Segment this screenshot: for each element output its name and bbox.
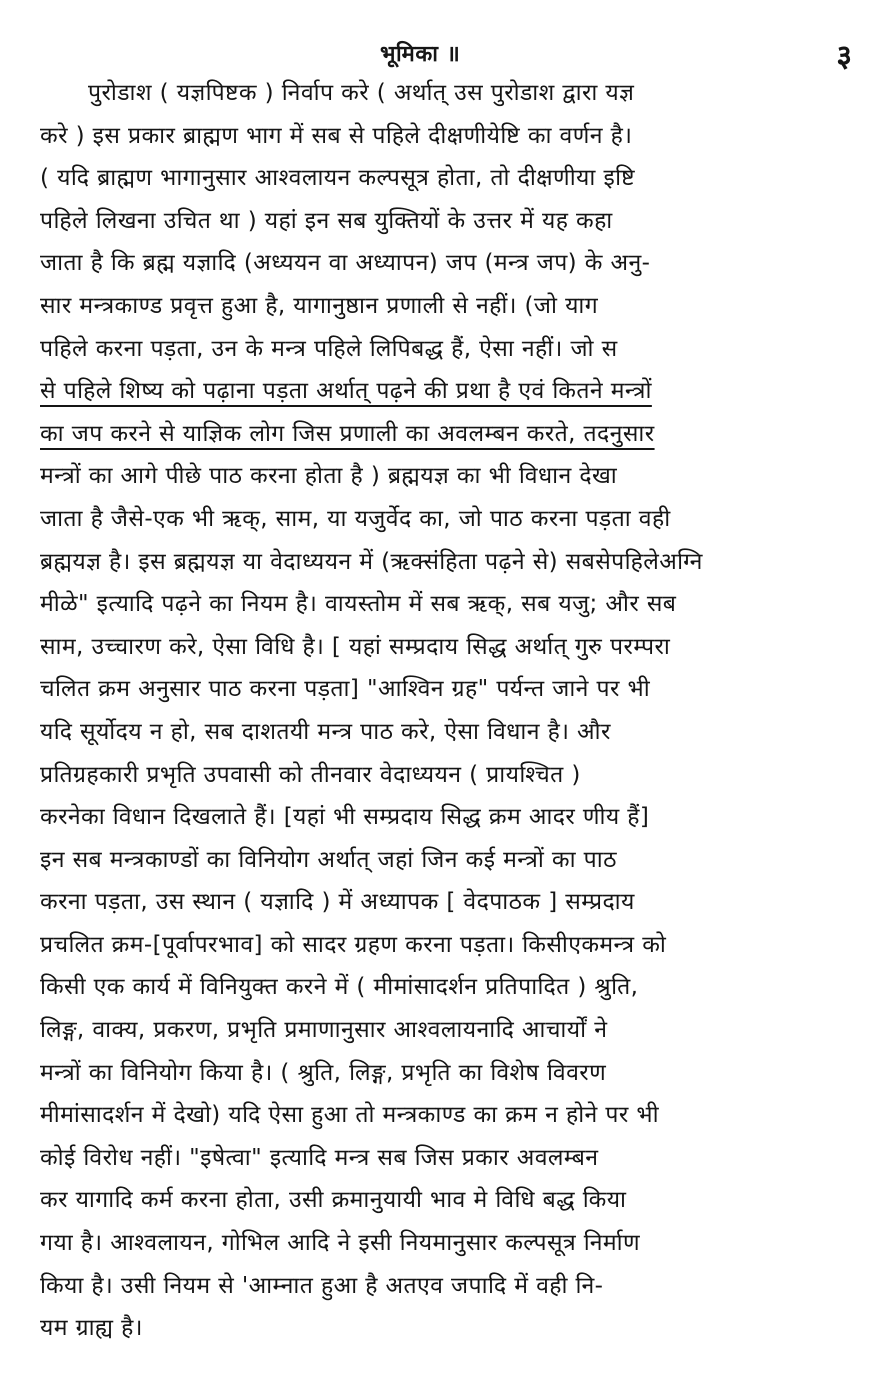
text-line: लिङ्ग, वाक्य, प्रकरण, प्रभृति प्रमाणानुसार आश्वलायनादि आचार्यों ने <box>40 1017 608 1044</box>
text-line: किया है। उसी नियम से 'आम्नात हुआ है अतएव जपादि में वही नि- <box>40 1272 604 1299</box>
text-line: कर यागादि कर्म करना होता, उसी क्रमानुयायी भाव मे विधि बद्ध किया <box>40 1187 627 1214</box>
text-line: करनेका विधान दिखलाते हैं। [यहां भी सम्प्रदाय सिद्ध क्रम आदर णीय हैं] <box>40 804 650 831</box>
running-title: भूमिका ॥ <box>380 42 461 67</box>
text-line: चलित क्रम अनुसार पाठ करना पड़ता] "आश्विन ग्रह" पर्यन्त जाने पर भी <box>40 676 651 703</box>
text-line: पुरोडाश ( यज्ञपिष्टक ) निर्वाप करे ( अर्थात् उस पुरोडाश द्वारा यज्ञ <box>88 80 635 106</box>
text-line: कोई विरोध नहीं। "इषेत्वा" इत्यादि मन्त्र सब जिस प्रकार अवलम्बन <box>40 1144 599 1171</box>
underlined-text-line: का जप करने से याज्ञिक लोग जिस प्रणाली का अवलम्बन करते, तदनुसार <box>40 420 655 447</box>
text-line: गया है। आश्वलायन, गोभिल आदि ने इसी नियमानुसार कल्पसूत्र निर्माण <box>40 1230 641 1257</box>
text-line: साम, उच्चारण करे, ऐसा विधि है। [ यहां सम्प्रदाय सिद्ध अर्थात् गुरु परम्परा <box>40 633 671 660</box>
text-line: प्रतिग्रहकारी प्रभृति उपवासी को तीनवार वेदाध्ययन ( प्रायश्चित ) <box>40 761 581 788</box>
underlined-text-line: से पहिले शिष्य को पढ़ाना पड़ता अर्थात् पढ़ने की प्रथा है एवं कितने मन्त्रों <box>40 378 652 405</box>
text-line: करना पड़ता, उस स्थान ( यज्ञादि ) में अध्यापक [ वेदपाठक ] सम्प्रदाय <box>40 889 635 916</box>
text-line: करे ) इस प्रकार ब्राह्मण भाग में सब से पहिले दीक्षणीयेष्टि का वर्णन है। <box>40 122 633 149</box>
text-line: ( यदि ब्राह्मण भागानुसार आश्वलायन कल्पसूत्र होता, तो दीक्षणीया इष्टि <box>40 165 635 192</box>
running-header <box>0 34 888 74</box>
text-line: यदि सूर्योदय न हो, सब दाशतयी मन्त्र पाठ करे, ऐसा विधान है। और <box>40 718 611 745</box>
text-line: मीमांसादर्शन में देखो) यदि ऐसा हुआ तो मन्त्रकाण्ड का क्रम न होने पर भी <box>40 1102 659 1129</box>
text-line: ब्रह्मयज्ञ है। इस ब्रह्मयज्ञ या वेदाध्ययन में (ऋक्संहिता पढ़ने से) सबसेपहिलेअग्नि <box>40 548 703 575</box>
text-line: जाता है जैसे-एक भी ऋक्, साम, या यजुर्वेद का, जो पाठ करना पड़ता वही <box>40 505 671 532</box>
text-line: यम ग्राह्य है। <box>40 1315 143 1342</box>
text-line: इन सब मन्त्रकाण्डों का विनियोग अर्थात् जहां जिन कई मन्त्रों का पाठ <box>40 846 617 873</box>
text-line: किसी एक कार्य में विनियुक्त करने में ( मीमांसादर्शन प्रतिपादित ) श्रुति, <box>40 974 639 1001</box>
text-line: सार मन्त्रकाण्ड प्रवृत्त हुआ है, यागानुष्ठान प्रणाली से नहीं। (जो याग <box>40 292 599 319</box>
text-line: मन्त्रों का विनियोग किया है। ( श्रुति, लिङ्ग, प्रभृति का विशेष विवरण <box>40 1059 607 1086</box>
text-line: पहिले करना पड़ता, उन के मन्त्र पहिले लिपिबद्ध हैं, ऐसा नहीं। जो स <box>40 335 618 362</box>
text-line: पहिले लिखना उचित था ) यहां इन सब युक्तियों के उत्तर में यह कहा <box>40 207 613 234</box>
body-text <box>40 72 856 1350</box>
text-line: प्रचलित क्रम-[पूर्वापरभाव] को सादर ग्रहण करना पड़ता। किसीएकमन्त्र को <box>40 931 667 958</box>
text-line: मन्त्रों का आगे पीछे पाठ करना होता है ) ब्रह्मयज्ञ का भी विधान देखा <box>40 463 618 490</box>
page-number: ३ <box>836 39 852 74</box>
text-line: जाता है कि ब्रह्म यज्ञादि (अध्ययन वा अध्यापन) जप (मन्त्र जप) के अनु- <box>40 250 651 277</box>
text-line: मीळे" इत्यादि पढ़ने का नियम है। वायस्तोम में सब ऋक्, सब यजु; और सब <box>40 591 677 618</box>
